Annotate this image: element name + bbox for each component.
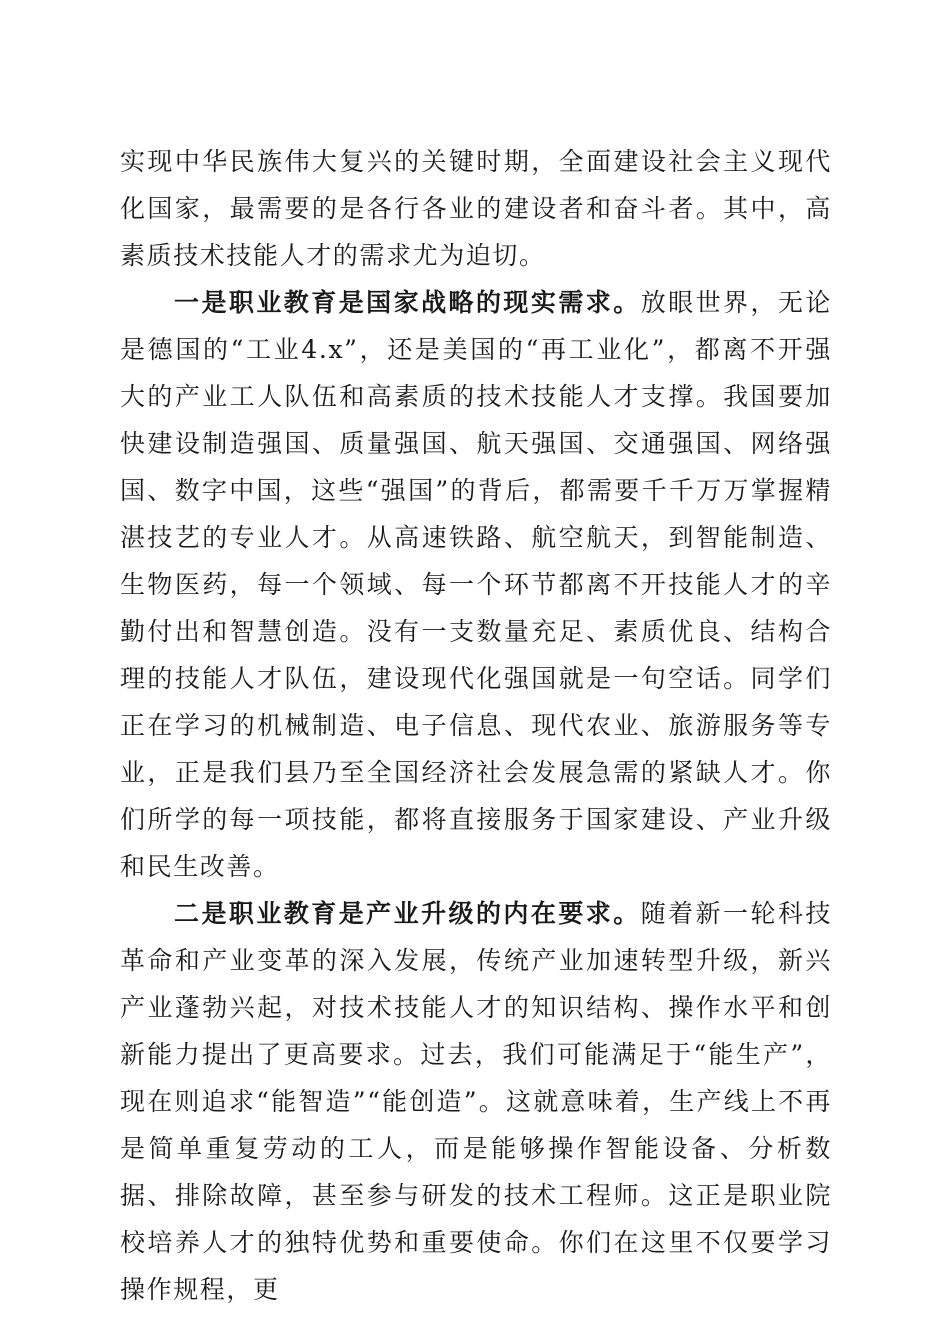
paragraph-continuation [120,138,832,279]
paragraph-national-strategy [120,279,832,890]
paragraph-lead-heading: 二是职业教育是产业升级的内在要求。 [174,899,641,928]
paragraph-text: 随着新一轮科技革命和产业变革的深入发展，传统产业加速转型升级，新兴产业蓬勃兴起，对技术技能人才的知识结构、操作水平和创新能力提出了更高要求。过去，我们可能满足于“能生产”，现在则追求“能智造”“能创造”。这就意味着，生产线上不再是简单重复劳动的工人，而是能够操作智能设备、分析数据、排除故障，甚至参与研发的技术工程师。这正是职业院校培养人才的独特优势和重要使命。你们在这里不仅要学习操作规程，更 [120,899,832,1304]
paragraph-lead-heading: 一是职业教育是国家战略的现实需求。 [174,288,641,317]
paragraph-text: 放眼世界，无论是德国的“工业4.x”，还是美国的“再工业化”，都离不开强大的产业工人队伍和高素质的技术技能人才支撑。我国要加快建设制造强国、质量强国、航天强国、交通强国、网络强国、数字中国，这些“强国”的背后，都需要千千万万掌握精湛技艺的专业人才。从高速铁路、航空航天，到智能制造、生物医药，每一个领域、每一个环节都离不开技能人才的辛勤付出和智慧创造。没有一支数量充足、素质优良、结构合理的技能人才队伍，建设现代化强国就是一句空话。同学们正在学习的机械制造、电子信息、现代农业、旅游服务等专业，正是我们县乃至全国经济社会发展急需的紧缺人才。你们所学的每一项技能，都将直接服务于国家建设、产业升级和民生改善。 [120,288,832,881]
paragraph-text: 实现中华民族伟大复兴的关键时期，全面建设社会主义现代化国家，最需要的是各行各业的建设者和奋斗者。其中，高素质技术技能人才的需求尤为迫切。 [120,147,832,270]
paragraph-industrial-upgrade [120,890,832,1313]
document-body [120,138,832,1313]
